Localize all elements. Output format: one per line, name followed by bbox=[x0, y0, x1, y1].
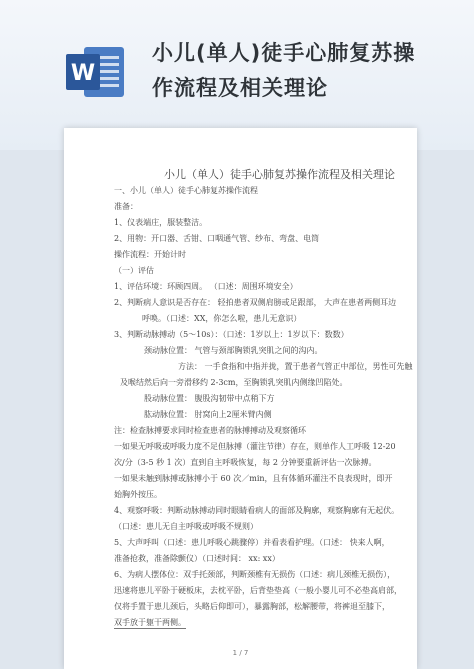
page-number: 1 / 7 bbox=[232, 649, 249, 657]
doc-line: 迅速将患儿平卧于硬板床，去枕平卧，后背垫垫高（一般小婴儿可不必垫高肩部， bbox=[114, 586, 402, 595]
document-title bbox=[152, 36, 452, 106]
doc-line: 仅将手置于患儿颈后，头略后仰即可），暴露胸部，松解腰带，将裤退至膝下， bbox=[114, 602, 390, 611]
doc-line: 及喉结然后向一旁滑移约 2-3cm，至胸锁乳突肌内侧缘凹陷处。 bbox=[120, 378, 348, 387]
doc-line: 准备抢救，准备除颤仪）（口述时间： xx: xx） bbox=[114, 554, 280, 563]
doc-line: 肱动脉位置： 肘窝向上2厘米臂内侧 bbox=[144, 410, 272, 419]
doc-line: 呼唤。（口述：XX，你怎么啦，患儿无意识） bbox=[142, 314, 302, 323]
doc-line: 次/分（3-5 秒 1 次）直到自主呼吸恢复，每 2 分钟要重新评估一次脉搏。 bbox=[114, 458, 377, 467]
document-title-line-1: 小儿(单人)徒手心肺复苏操 bbox=[152, 41, 416, 65]
document-title-line-2: 作流程及相关理论 bbox=[152, 76, 328, 100]
word-icon-letter: W bbox=[70, 61, 96, 86]
doc-line: 注：检查脉搏要求同时检查患者的脉搏搏动及观察循环 bbox=[114, 426, 306, 435]
doc-line: 方法： 一手食指和中指并拢，置于患者气管正中部位，男性可先触 bbox=[178, 362, 413, 371]
doc-line: 2、判断病人意识是否存在： 轻拍患者双侧肩膀或足跟部， 大声在患者两侧耳边 bbox=[114, 298, 397, 307]
doc-line: 1、仪表端庄，服装整洁。 bbox=[114, 218, 208, 227]
doc-line: 股动脉位置： 腹股沟韧带中点稍下方 bbox=[144, 394, 275, 403]
doc-line: 操作流程：开始计时 bbox=[114, 250, 186, 259]
doc-line: 一、小儿（单人）徒手心肺复苏操作流程 bbox=[114, 186, 258, 195]
doc-line: 1、评估环境：环顾四周。 （口述：周围环境安全） bbox=[114, 282, 298, 291]
doc-line: 颈动脉位置： 气管与颈部胸锁乳突肌之间的沟内。 bbox=[144, 346, 323, 355]
doc-line: 4、观察呼吸：判断动脉搏动同时眼睛看病人的面部及胸廓，观察胸廓有无起伏。 bbox=[114, 506, 400, 515]
doc-line: 一如果无呼吸或呼吸力度不足但脉搏（灌注节律）存在，则单作人工呼吸 12-20 bbox=[114, 442, 396, 451]
doc-line: 始胸外按压。 bbox=[114, 490, 162, 499]
page-heading: 小儿（单人）徒手心肺复苏操作流程及相关理论 bbox=[164, 168, 395, 181]
word-document-icon bbox=[64, 45, 126, 99]
doc-line: 3、判断动脉搏动（5～10s）：（口述：1岁以上：1岁以下：数数） bbox=[114, 330, 349, 339]
doc-line: （口述：患儿无自主呼吸或呼吸不规则） bbox=[114, 522, 258, 531]
doc-line: （一）评估 bbox=[114, 266, 154, 275]
document-page-preview bbox=[64, 128, 417, 669]
doc-line: 准备： bbox=[114, 202, 138, 211]
doc-line: 6、为病人摆体位：双手托颈部，判断颈椎有无损伤（口述：病儿颈椎无损伤）， bbox=[114, 570, 396, 579]
doc-line: 5、大声呼叫（口述：患儿呼吸心跳骤停）并看表看护理。（口述： 快来人啊， bbox=[114, 538, 390, 547]
doc-line: 双手放于躯干两侧。 bbox=[114, 618, 186, 627]
doc-line: 一如果未触到脉搏或脉搏小于 60 次／min，且有体循环灌注不良表现时，即开 bbox=[114, 474, 393, 483]
doc-line: 2、用物：开口器、舌钳、口咽通气管、纱布、弯盘、电筒 bbox=[114, 234, 320, 243]
